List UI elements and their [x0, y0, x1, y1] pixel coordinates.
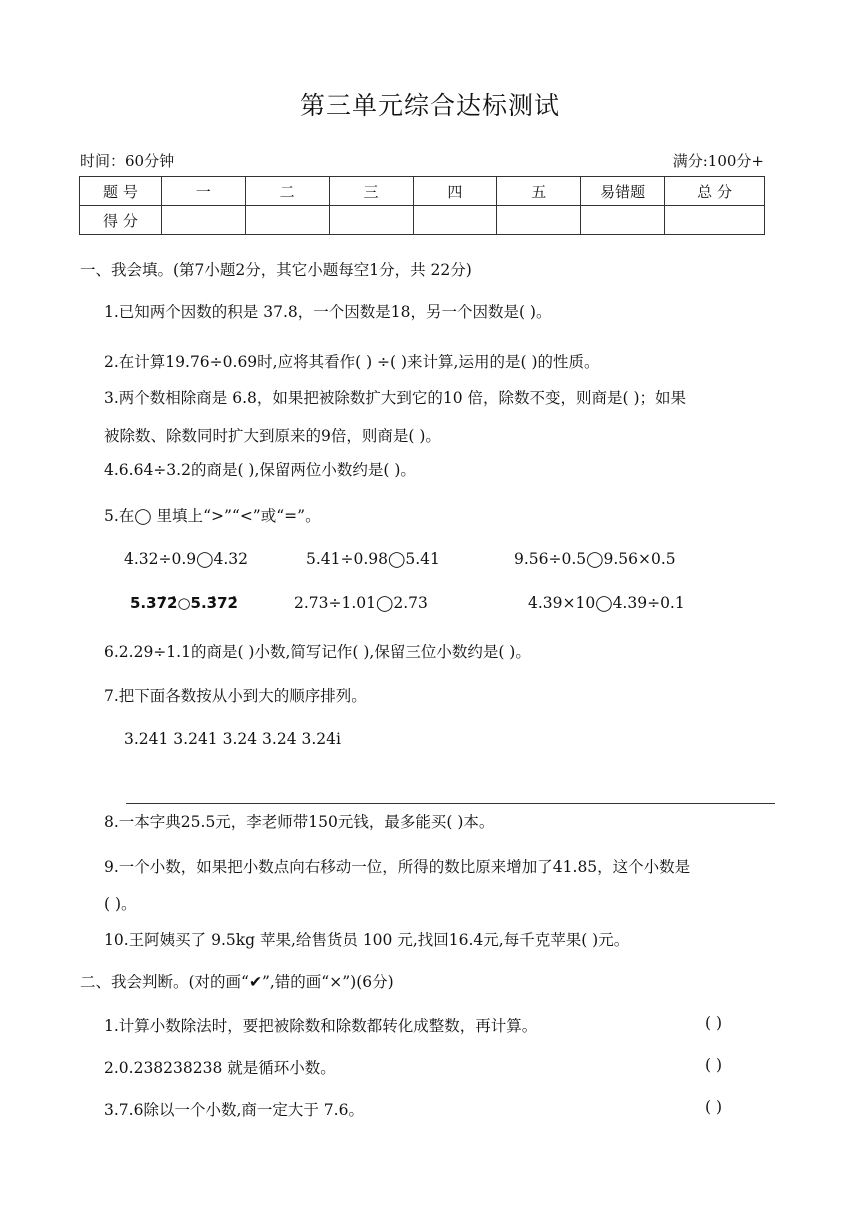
score-header-cell: 易错题 — [581, 177, 665, 206]
compare-item: 9.56÷0.5◯9.56×0.5 — [514, 550, 676, 568]
score-header-cell: 三 — [329, 177, 413, 206]
score-table-score-row — [80, 206, 765, 235]
judge-answer-box[interactable]: ( ) — [705, 1098, 723, 1116]
score-header-cell: 五 — [497, 177, 581, 206]
question-8: 8.一本字典25.5元，李老师带150元钱，最多能买( )本。 — [104, 813, 495, 831]
score-header-cell: 题 号 — [80, 177, 162, 206]
compare-item: 4.39×10◯4.39÷0.1 — [528, 594, 685, 612]
page-title: 第三单元综合达标测试 — [299, 91, 560, 120]
question-9-line1: 9.一个小数，如果把小数点向右移动一位，所得的数比原来增加了41.85，这个小数是 — [104, 858, 691, 876]
question-7-numbers: 3.241 3.241 3.24 3.24 3.24i — [124, 730, 341, 748]
score-header-cell: 总 分 — [665, 177, 765, 206]
answer-line — [126, 803, 775, 804]
judge-answer-box[interactable]: ( ) — [705, 1014, 723, 1032]
question-9-line2: ( )。 — [104, 895, 137, 913]
question-1: 1.已知两个因数的积是 37.8，一个因数是18，另一个因数是( )。 — [104, 303, 552, 321]
score-row-label: 得 分 — [80, 206, 162, 235]
score-input-cell[interactable] — [665, 206, 765, 235]
question-6: 6.2.29÷1.1的商是( )小数,简写记作( ),保留三位小数约是( )。 — [104, 643, 531, 661]
score-input-cell[interactable] — [329, 206, 413, 235]
judge-item-3: 3.7.6除以一个小数,商一定大于 7.6。 — [104, 1101, 364, 1119]
score-input-cell[interactable] — [497, 206, 581, 235]
compare-item: 5.41÷0.98◯5.41 — [306, 550, 440, 568]
compare-item-recurring: 5.37̇2̇○5.3̇72̇ — [130, 594, 238, 612]
time-label: 时间：60分钟 — [80, 152, 175, 170]
question-7: 7.把下面各数按从小到大的顺序排列。 — [104, 687, 367, 705]
compare-item: 4.32÷0.9◯4.32 — [124, 550, 249, 568]
score-input-cell[interactable] — [161, 206, 245, 235]
section2-heading: 二、我会判断。(对的画“✔”,错的画“×”)(6分) — [80, 973, 394, 991]
question-5: 5.在◯ 里填上“>”“<”或“=”。 — [104, 507, 321, 525]
question-4: 4.6.64÷3.2的商是( ),保留两位小数约是( )。 — [104, 461, 416, 479]
score-input-cell[interactable] — [581, 206, 665, 235]
full-score-label: 满分:100分+ — [672, 152, 764, 170]
section1-heading: 一、我会填。(第7小题2分，其它小题每空1分，共 22分) — [80, 261, 472, 279]
question-3-line1: 3.两个数相除商是 6.8，如果把被除数扩大到它的10 倍，除数不变，则商是( )；如果 — [104, 389, 687, 407]
question-2: 2.在计算19.76÷0.69时,应将其看作( ) ÷( )来计算,运用的是( )的性质。 — [104, 353, 600, 371]
compare-item: 2.73÷1.01◯2.73 — [294, 594, 428, 612]
score-header-cell: 一 — [161, 177, 245, 206]
score-input-cell[interactable] — [413, 206, 497, 235]
score-input-cell[interactable] — [245, 206, 329, 235]
score-header-cell: 二 — [245, 177, 329, 206]
question-10: 10.王阿姨买了 9.5kg 苹果,给售货员 100 元,找回16.4元,每千克苹果( )元。 — [104, 931, 630, 949]
judge-item-1: 1.计算小数除法时，要把被除数和除数都转化成整数，再计算。 — [104, 1017, 538, 1035]
score-header-cell: 四 — [413, 177, 497, 206]
judge-answer-box[interactable]: ( ) — [705, 1056, 723, 1074]
question-3-line2: 被除数、除数同时扩大到原来的9倍，则商是( )。 — [104, 427, 441, 445]
judge-item-2: 2.0.238238238 就是循环小数。 — [104, 1059, 336, 1077]
score-table-header-row — [80, 177, 765, 206]
score-table — [79, 176, 765, 235]
